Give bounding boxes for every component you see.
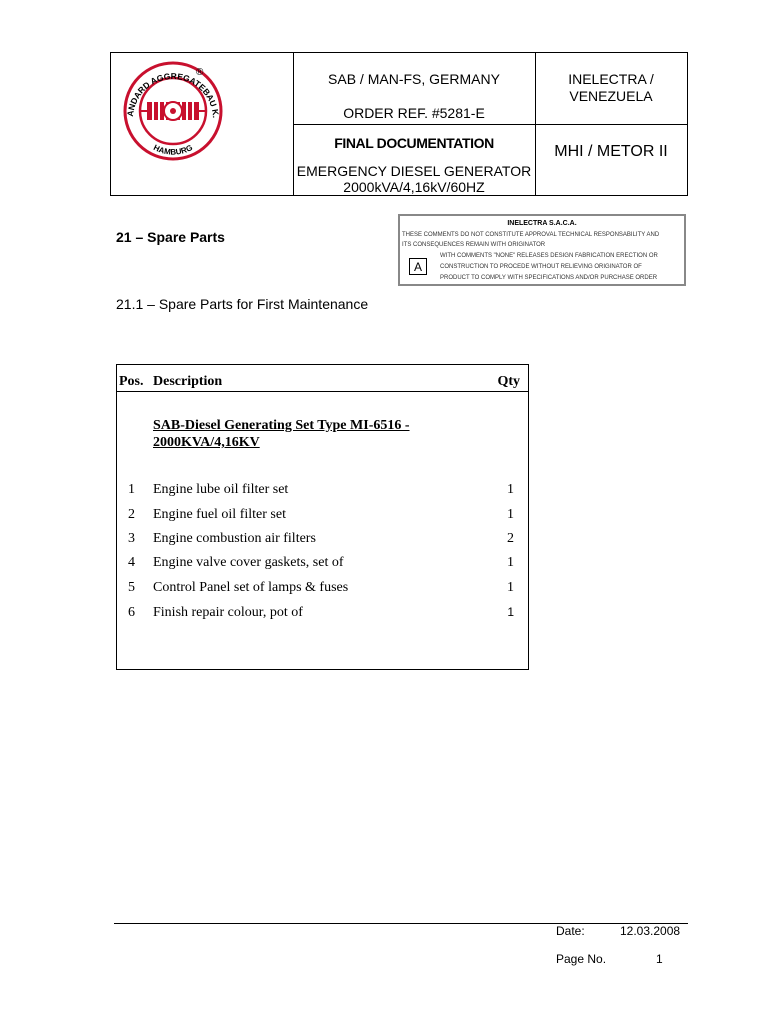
row-qty: 1 <box>507 580 514 595</box>
section-subheading: 21.1 – Spare Parts for First Maintenance <box>116 296 369 312</box>
customer-line2: VENEZUELA <box>569 88 653 104</box>
company-logo <box>111 53 293 195</box>
row-pos: 2 <box>128 507 135 522</box>
row-description: Finish repair colour, pot of <box>153 605 303 620</box>
row-pos: 5 <box>128 580 135 595</box>
project-name: MHI / METOR II <box>554 143 668 160</box>
date-label: Date: <box>556 924 585 938</box>
table-row <box>117 555 528 579</box>
page-number: 1 <box>656 952 663 966</box>
customer-line1: INELECTRA / <box>568 71 654 87</box>
equipment-line2: 2000kVA/4,16kV/60HZ <box>343 179 485 195</box>
table-row <box>117 507 528 531</box>
approval-stamp <box>398 214 686 286</box>
stamp-line: ITS CONSEQUENCES REMAIN WITH ORIGINATOR <box>402 242 546 248</box>
stamp-title: INELECTRA S.A.C.A. <box>507 220 577 227</box>
row-qty: 2 <box>507 531 514 546</box>
svg-text:STANDARD AGGREGATEBAU K.G.: ANDARD AGGREGATEBAU K. <box>125 70 221 119</box>
table-row <box>117 482 528 506</box>
stamp-line: PRODUCT TO COMPLY WITH SPECIFICATIONS AND/OR PURCHASE ORDER <box>440 275 658 281</box>
row-pos: 4 <box>128 555 135 570</box>
row-pos: 6 <box>128 605 135 620</box>
stamp-line: WITH COMMENTS "NONE" RELEASES DESIGN FABRICATION ERECTION OR <box>440 253 658 259</box>
row-description: Engine lube oil filter set <box>153 482 289 497</box>
column-header-qty: Qty <box>497 374 520 389</box>
row-pos: 3 <box>128 531 135 546</box>
table-row <box>117 531 528 555</box>
row-qty: 1 <box>507 507 514 522</box>
row-qty: 1 <box>507 482 514 497</box>
row-description: Engine combustion air filters <box>153 531 316 546</box>
row-description: Engine fuel oil filter set <box>153 507 286 522</box>
page-label: Page No. <box>556 952 607 966</box>
row-qty: 1 <box>507 555 514 570</box>
header-table <box>110 52 688 196</box>
date-value: 12.03.2008 <box>620 924 681 938</box>
stamp-line: THESE COMMENTS DO NOT CONSTITUTE APPROVAL TECHNICAL RESPONSABILITY AND <box>402 232 660 238</box>
row-description: Engine valve cover gaskets, set of <box>153 555 344 570</box>
svg-text:HAMBURG: HAMBURG <box>151 142 195 157</box>
column-header-pos: Pos. <box>119 374 144 389</box>
order-ref: ORDER REF. #5281-E <box>343 105 485 121</box>
table-row <box>117 580 528 604</box>
equipment-line1: EMERGENCY DIESEL GENERATOR <box>296 163 532 179</box>
section-heading: 21 – Spare Parts <box>116 229 225 245</box>
table-subtitle: SAB-Diesel Generating Set Type MI-6516 - 2000KVA/4,16KV <box>153 418 410 450</box>
row-qty: 1 <box>507 605 514 619</box>
doc-title: FINAL DOCUMENTATION <box>334 135 494 151</box>
row-pos: 1 <box>128 482 135 497</box>
client-line: SAB / MAN-FS, GERMANY <box>328 71 500 87</box>
stamp-code-box: A <box>409 258 427 275</box>
registered-mark: ® <box>196 67 204 78</box>
spare-parts-table <box>116 364 529 670</box>
stamp-line: CONSTRUCTION TO PROCEDE WITHOUT RELIEVING ORIGINATOR OF <box>440 264 642 270</box>
table-row <box>117 605 528 629</box>
footer-rule <box>114 923 688 924</box>
row-description: Control Panel set of lamps & fuses <box>153 580 349 595</box>
column-header-description: Description <box>153 374 223 389</box>
